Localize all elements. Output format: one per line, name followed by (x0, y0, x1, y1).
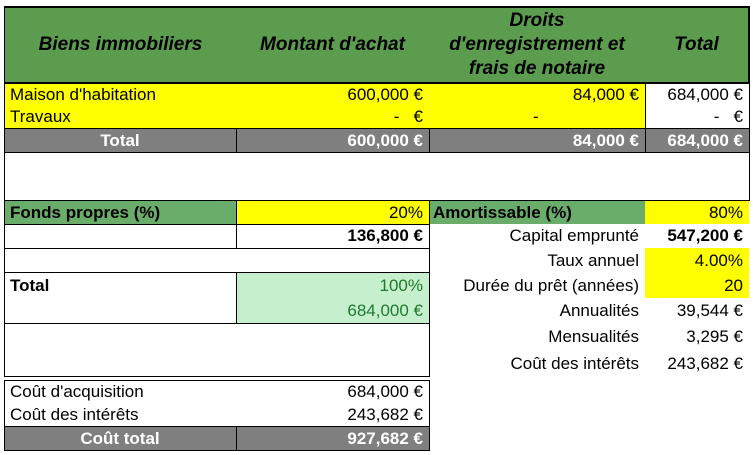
fonds-propres-montant: 136,800 € (347, 226, 423, 245)
grid-line (4, 380, 430, 381)
capital-value: 547,200 € (667, 226, 743, 245)
cout-interets-value: 243,682 € (667, 353, 743, 373)
grid-line (4, 128, 750, 129)
grid-line (4, 450, 430, 451)
grid-line (236, 273, 237, 323)
synthese-interets-label: Coût des intérêts (10, 404, 139, 424)
synthese-interets-value: 243,682 € (347, 404, 423, 424)
financement-total-montant: 684,000 € (236, 298, 429, 323)
total-row-droits: 84,000 € (429, 128, 645, 153)
cout-acquisition-value: 684,000 € (347, 382, 423, 401)
row-label-travaux[interactable]: Travaux (4, 106, 236, 128)
grid-line (4, 152, 750, 153)
grid-line (236, 128, 237, 153)
header-montant-achat: Montant d'achat (236, 6, 429, 84)
grid-line (4, 200, 5, 377)
taux-value[interactable]: 4.00% (645, 248, 749, 273)
grid-line (4, 272, 430, 273)
header-biens-immobiliers: Biens immobiliers (4, 6, 236, 84)
grid-line (4, 380, 5, 451)
taux-label: Taux annuel (547, 250, 639, 270)
amortissable-label: Amortissable (%) (429, 201, 645, 224)
annuites-label: Annualités (559, 300, 639, 320)
grid-line (4, 6, 5, 200)
header-total: Total (645, 6, 749, 84)
row-label-maison[interactable]: Maison d'habitation (4, 84, 236, 106)
grid-line (429, 200, 430, 377)
mensualites-label: Mensualités (548, 326, 639, 346)
grid-line (4, 426, 430, 427)
grid-line (429, 128, 430, 153)
row-montant-travaux[interactable]: - € (236, 106, 429, 128)
total-row-montant: 600,000 € (236, 128, 429, 153)
duree-value[interactable]: 20 (645, 273, 749, 298)
grid-line (4, 224, 430, 225)
fonds-propres-pct[interactable]: 20% (236, 201, 429, 224)
financement-total-label: Total (10, 275, 50, 295)
header-droits-frais: Droits d'enregistrement et frais de notaire (429, 6, 645, 84)
duree-label: Durée du prêt (années) (463, 275, 639, 295)
grid-line (645, 84, 646, 153)
grid-line (4, 323, 430, 324)
total-row-total: 684,000 € (645, 128, 749, 153)
row-total-travaux[interactable]: - € (713, 107, 743, 126)
grid-line (4, 248, 430, 249)
mensualites-value: 3,295 € (686, 326, 743, 346)
cout-interets-label: Coût des intérêts (510, 353, 639, 373)
financement-total-pct: 100% (236, 273, 429, 298)
amortissable-pct[interactable]: 80% (645, 201, 749, 224)
grid-line (4, 376, 430, 377)
row-montant-maison[interactable]: 600,000 € (236, 84, 429, 106)
capital-label: Capital emprunté (509, 226, 639, 245)
cout-total-value: 927,682 € (236, 426, 429, 451)
total-row-label: Total (4, 128, 236, 153)
row-droits-maison[interactable]: 84,000 € (429, 84, 645, 106)
grid-line (749, 6, 750, 201)
row-droits-travaux[interactable]: - (429, 106, 645, 128)
row-total-maison[interactable]: 684,000 € (667, 85, 743, 104)
cout-total-label: Coût total (4, 426, 236, 451)
cout-acquisition-label: Coût d'acquisition (10, 382, 144, 401)
fonds-propres-label: Fonds propres (%) (4, 201, 236, 224)
grid-line (236, 426, 237, 451)
grid-line (429, 380, 430, 451)
annuites-value: 39,544 € (676, 300, 743, 320)
